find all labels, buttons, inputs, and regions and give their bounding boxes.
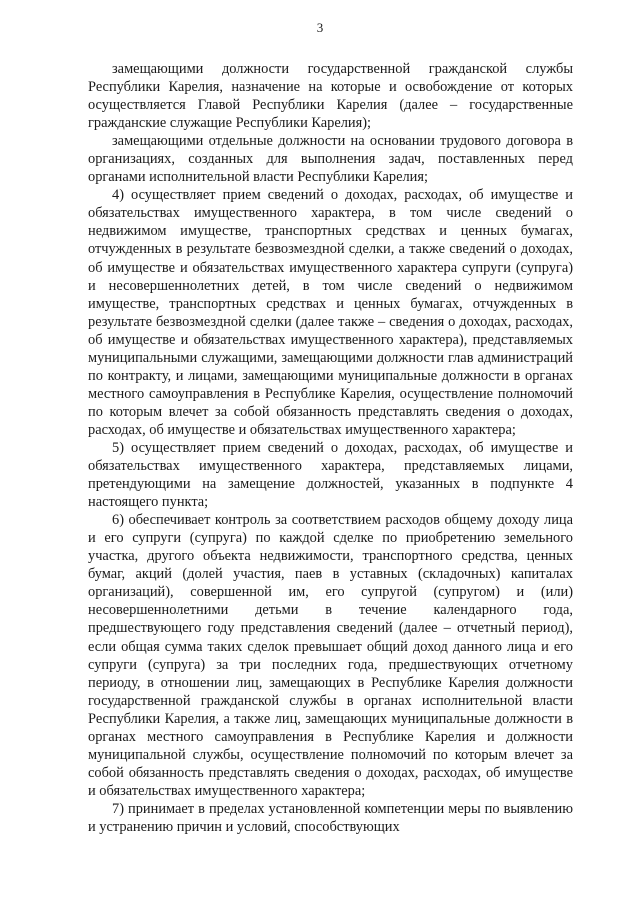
page-number: 3 <box>316 20 324 35</box>
paragraph-item-6: 6) обеспечивает контроль за соответствием расходов общему доходу лица и его супруги (супруга) по каждой сделке по приобретению земельного участка, другого объекта недвижимости, транспортного средства, ценных бумаг, акций (долей участия, паев в уставных (складочных) капиталах организаций), совершенной им, его супругой (супругом) и (или) несовершеннолетними детьми в течение календарного года, предшествующего году представления сведений (далее – отчетный период), если общая сумма таких сделок превышает общий доход данного лица и его супруги (супруга) за три последних года, предшествующих отчетному периоду, в отношении лиц, замещающих в Республике Карелия должности государственной гражданской службы в органах исполнительной власти Республики Карелия, а также лиц, замещающих муниципальные должности в органах местного самоуправления в Республике Карелия и должности муниципальной службы, осуществление полномочий по которым влечет за собой обязанность представлять сведения о доходах, расходах, об имуществе и обязательствах имущественного характера; <box>88 512 573 799</box>
paragraph-item-5: 5) осуществляет прием сведений о доходах, расходах, об имуществе и обязательствах имущественного характера, представляемых лицами, претендующими на замещение должностей, указанных в подпункте 4 настоящего пункта; <box>88 439 573 511</box>
paragraph-item-4: 4) осуществляет прием сведений о доходах, расходах, об имуществе и обязательствах имущественного характера, в том числе сведений о недвижимом имуществе, транспортных средствах и ценных бумагах, отчужденных в результате безвозмездной сделки, а также сведений о доходах, об имуществе и обязательствах имущественного характера супруги (супруга) и несовершеннолетних детей, в том числе сведений о недвижимом имуществе, транспортных средствах и ценных бумагах, отчужденных в результате безвозмездной сделки (далее также – сведения о доходах, расходах, об имуществе и обязательствах имущественного характера), представляемых муниципальными служащими, замещающими должности глав администраций по контракту, и лицами, замещающими муниципальные должности в органах местного самоуправления в Республике Карелия, осуществление полномочий по которым влечет за собой обязанность представлять сведения о доходах, расходах, об имуществе и обязательствах имущественного характера; <box>88 187 573 438</box>
document-body <box>88 60 573 836</box>
paragraph-contract-positions: замещающими отдельные должности на основании трудового договора в организациях, созданных для выполнения задач, поставленных перед органами исполнительной власти Республики Карелия; <box>88 133 573 186</box>
paragraph-item-7: 7) принимает в пределах установленной компетенции меры по выявлению и устранению причин и условий, способствующих <box>88 800 573 835</box>
paragraph-civil-servants: замещающими должности государственной гражданской службы Республики Карелия, назначение на которые и освобождение от которых осуществляется Главой Республики Карелия (далее – государственные гражданские служащие Республики Карелия); <box>88 61 573 132</box>
